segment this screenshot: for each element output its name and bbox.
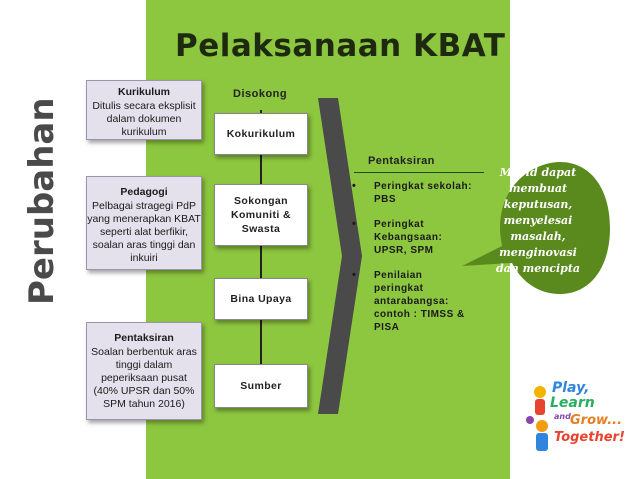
box-text-line: Soalan berbentuk aras (91, 346, 197, 358)
logo-word: and (554, 412, 571, 421)
box-text-line: dalam dokumen (106, 113, 182, 125)
bubble-line: membuat (508, 182, 568, 195)
box-text-line: seperti alat berfikir, (99, 226, 189, 238)
side-label: Perubahan (22, 97, 62, 305)
bubble-line: keputusan, (503, 198, 573, 211)
logo-word: Grow... (570, 413, 623, 428)
box-text-line: kurikulum (121, 126, 167, 138)
box-text-line: (40% UPSR dan 50% (93, 385, 195, 397)
disokong-label: Disokong (233, 88, 288, 100)
logo-word: Learn (550, 395, 595, 411)
box-text-line: tinggi dalam (115, 359, 173, 371)
bubble-line: menginovasi (499, 246, 577, 259)
box-pentaksiran-left (86, 322, 202, 420)
logo-word: Play, (552, 380, 590, 396)
box-text-line: SPM tahun 2016) (103, 398, 185, 410)
bubble-line: masalah, (510, 230, 566, 243)
box-pedagogi-heading: Pedagogi (120, 186, 168, 198)
bubble-text (478, 165, 598, 277)
box-pedagogi (86, 176, 202, 270)
box-kurikulum (86, 80, 202, 140)
list-item-line: Penilaian (374, 270, 423, 281)
box-sokongan-line: Swasta (241, 223, 281, 235)
box-bina-upaya (214, 278, 308, 320)
box-text-line: Pelbagai stragegi PdP (92, 200, 196, 212)
box-kokurikulum (214, 113, 308, 155)
list-item-line: Peringkat sekolah: (374, 181, 472, 192)
list-item-line: PISA (374, 322, 400, 333)
box-sokongan-line: Komuniti & (231, 209, 291, 221)
list-item-line: Kebangsaan: (374, 232, 443, 243)
list-item-line: contoh : TIMSS & (374, 309, 465, 320)
list-item-line: Peringkat (374, 219, 425, 230)
box-pentaksiran-heading: Pentaksiran (114, 332, 174, 344)
box-text-line: peperiksaan pusat (101, 372, 187, 384)
box-text-line: soalan aras tinggi dan (92, 239, 196, 251)
box-kurikulum-heading: Kurikulum (118, 86, 170, 98)
pentaksiran-title: Pentaksiran (368, 155, 435, 167)
box-sumber-label: Sumber (240, 380, 282, 392)
list-item-line: peringkat (374, 283, 424, 294)
box-text-line: Ditulis secara eksplisit (92, 100, 196, 112)
bubble-line: menyelesai (503, 214, 573, 227)
box-text-line: yang menerapkan KBAT (87, 213, 201, 225)
logo-word: Together! (554, 430, 625, 445)
bubble-line: Murid dapat (499, 166, 577, 179)
box-sokongan-line: Sokongan (234, 195, 288, 207)
list-item-line: antarabangsa: (374, 296, 449, 307)
box-sumber (214, 364, 308, 408)
box-text-line: inkuiri (130, 252, 158, 264)
box-kokurikulum-label: Kokurikulum (226, 128, 296, 140)
box-bina-upaya-label: Bina Upaya (230, 293, 292, 305)
list-item-line: PBS (374, 194, 397, 205)
bubble-line: dan mencipta (495, 262, 581, 275)
list-item-line: UPSR, SPM (374, 245, 434, 256)
play-learn-grow-logo (526, 380, 625, 460)
box-sokongan (214, 184, 308, 246)
page-title: Pelaksanaan KBAT (175, 28, 506, 64)
